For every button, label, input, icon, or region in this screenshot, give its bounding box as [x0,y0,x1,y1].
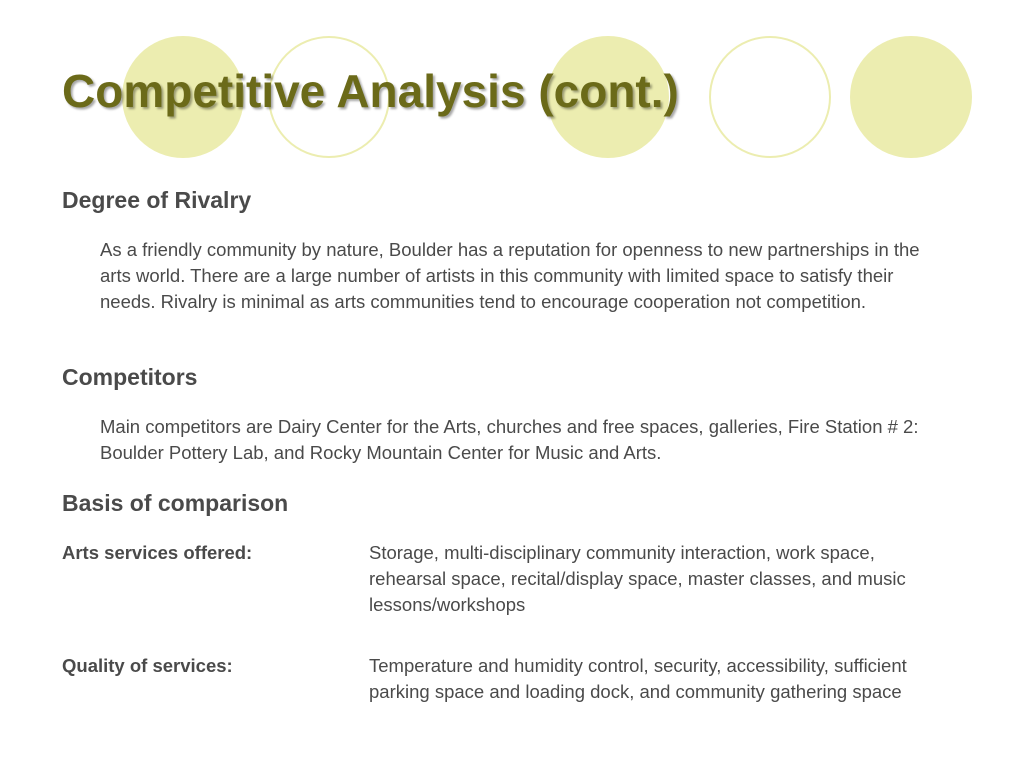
comparison-value-arts-services: Storage, multi-disciplinary community interaction, work space, rehearsal space, recital/display space, master classes, and music lessons/workshops [369,542,906,615]
comparison-label-quality: Quality of services: [62,655,233,676]
competitors-heading: Competitors [62,364,198,390]
slide-title: Competitive Analysis (cont.) [62,65,679,117]
comparison-heading: Basis of comparison [62,490,289,516]
decor-circle-5 [850,36,972,158]
decor-circle-4 [709,36,831,158]
rivalry-heading: Degree of Rivalry [62,187,252,213]
rivalry-body: As a friendly community by nature, Boulder has a reputation for openness to new partnerships in the arts world. There are a large number of artists in this community with limited space to satisfy their needs. Rivalry is minimal as arts communities tend to encourage cooperation not competition. [100,239,920,312]
comparison-label-arts-services: Arts services offered: [62,542,253,563]
competitors-body: Main competitors are Dairy Center for the Arts, churches and free spaces, galleries, Fire Station # 2: Boulder Pottery Lab, and Rocky Mountain Center for Music and Arts. [100,416,919,463]
comparison-value-quality: Temperature and humidity control, security, accessibility, sufficient parking space and loading dock, and community gathering space [369,655,907,702]
